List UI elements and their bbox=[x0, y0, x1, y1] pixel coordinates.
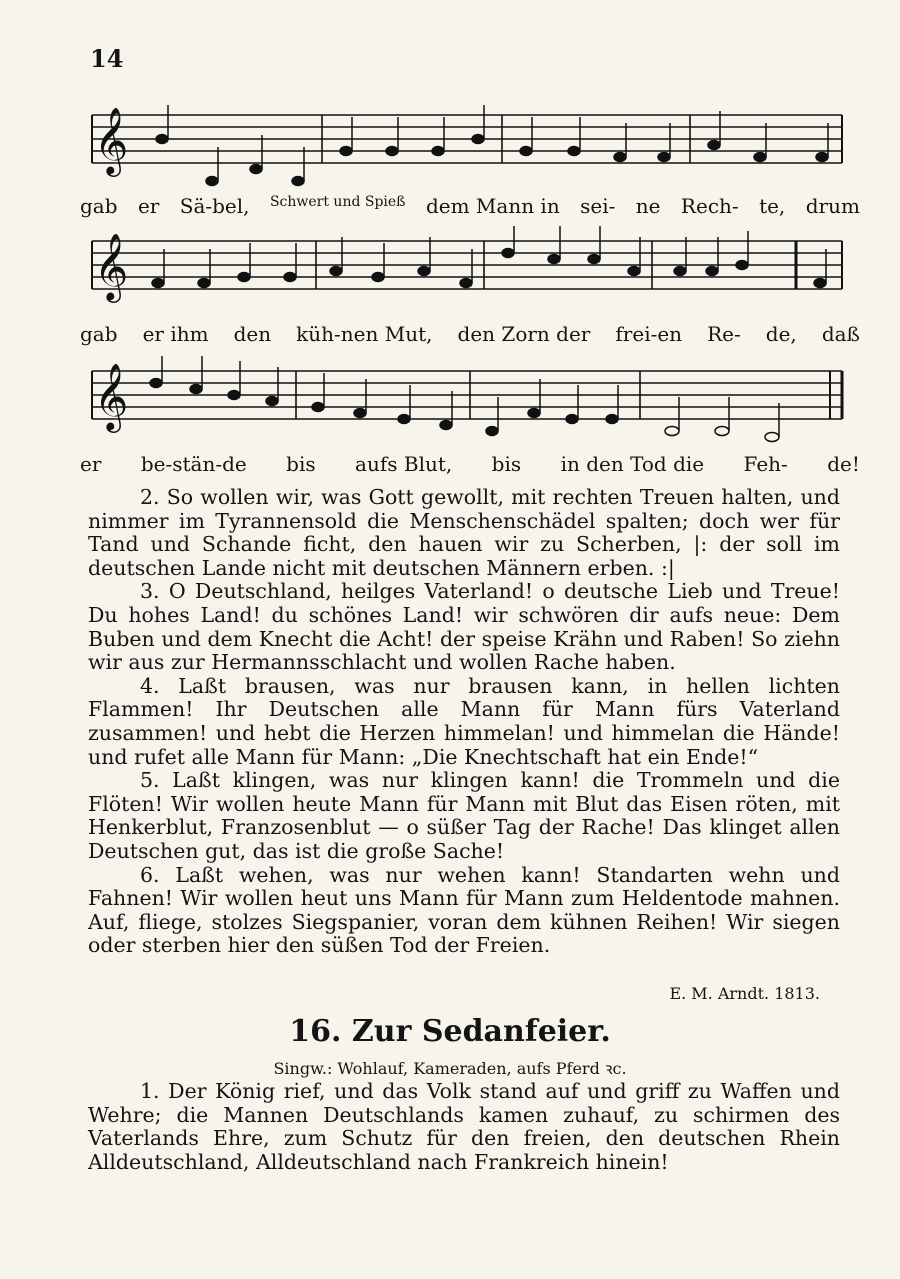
music-staff-2 bbox=[0, 226, 900, 316]
verse-2: 2. So wollen wir, was Gott gewollt, mit rechten Treuen halten, und nimmer im Tyrannensold die Menschenschädel spalten; doch wer für Tand und Schande ficht, den hauen wir zu Scherben, |: der soll im deutschen Lande nicht mit deutschen Männern erben. :| bbox=[88, 485, 840, 580]
lyrics-line-2: gab er ihm den küh-nen Mut, den Zorn der frei-en Re- de, daß bbox=[80, 322, 860, 346]
song-verses bbox=[88, 486, 840, 958]
lyrics-line-1: gab er Sä-bel, Schwert und Spieß dem Mann in sei- ne Rech- te, drum bbox=[80, 194, 860, 218]
section-title: 16. Zur Sedanfeier. bbox=[289, 1014, 611, 1049]
author-attribution: E. M. Arndt. 1813. bbox=[669, 984, 820, 1003]
lyrics-line-3: er be-stän-de bis aufs Blut, bis in den Tod die Feh- de! bbox=[80, 452, 860, 476]
verse-1: 1. Der König rief, und das Volk stand auf und griff zu Waffen und Wehre; die Mannen Deutschlands kamen zuhauf, zu schirmen des Vaterlands Ehre, zum Schutz für den freien, den deutschen Rhein Alldeutschland, Alldeutschland nach Frankreich hinein! bbox=[88, 1079, 840, 1174]
verse-3: 3. O Deutschland, heilges Vaterland! o deutsche Lieb und Treue! Du hohes Land! du schönes Land! wir schwören dir aufs neue: Dem Buben und dem Knecht die Acht! der speise Krähn und Raben! So ziehn wir aus zur Hermannsschlacht und wollen Rache haben. bbox=[88, 579, 840, 675]
page-number: 14 bbox=[90, 44, 124, 73]
verse-6: 6. Laßt wehen, was nur wehen kann! Standarten wehn und Fahnen! Wir wollen heut uns Mann für Mann zum Heldentode mahnen. Auf, fliege, stolzes Siegspanier, voran dem kühnen Reihen! Wir siegen oder sterben hier den süßen Tod der Freien. bbox=[88, 862, 840, 958]
music-staff-3 bbox=[0, 356, 900, 446]
music-staff-1 bbox=[0, 100, 900, 190]
svg-text:𝄞: 𝄞 bbox=[94, 232, 129, 300]
verse-5: 5. Laßt klingen, was nur klingen kann! die Trommeln und die Flöten! Wir wollen heute Mann für Mann mit Blut das Eisen röten, mit Henkerblut, Franzosenblut — o süßer Tag der Rache! Das klinget allen Deutschen gut, das ist die große Sache! bbox=[88, 768, 840, 863]
svg-text:𝄞: 𝄞 bbox=[94, 362, 129, 430]
verse-4: 4. Laßt brausen, was nur brausen kann, in hellen lichten Flammen! Ihr Deutschen alle Mann für Mann fürs Vaterland zusammen! und hebt die Herzen himmelan! und himmelan die Hände! und rufet alle Mann für Mann: „Die Knechtschaft hat ein Ende!“ bbox=[88, 673, 840, 769]
section-verse-1 bbox=[88, 1080, 840, 1174]
tune-reference: Singw.: Wohlauf, Kameraden, aufs Pferd ꝛc. bbox=[273, 1059, 627, 1078]
svg-text:𝄞: 𝄞 bbox=[94, 106, 129, 174]
